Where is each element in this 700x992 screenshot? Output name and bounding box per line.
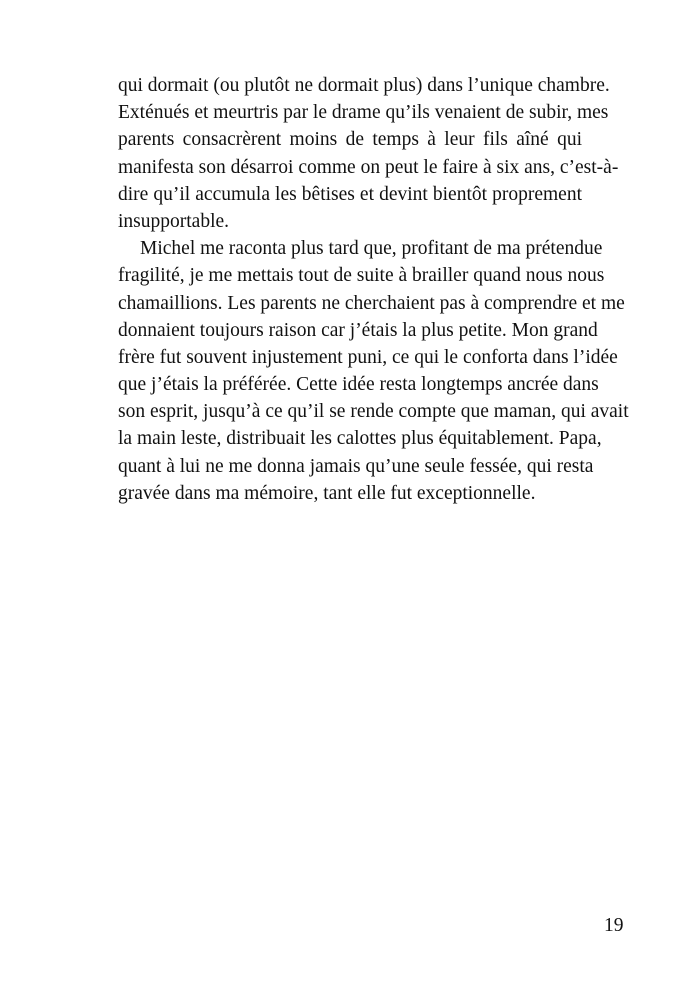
text-line: manifesta son désarroi comme on peut le faire à six ans, c’est-à- <box>118 156 619 178</box>
text-line: fragilité, je me mettais tout de suite à brailler quand nous nous <box>118 265 605 287</box>
text-line: dire qu’il accumula les bêtises et devint bientôt proprement <box>118 183 582 205</box>
text-line: donnaient toujours raison car j’étais la plus petite. Mon grand <box>118 319 598 341</box>
text-line: gravée dans ma mémoire, tant elle fut exceptionnelle. <box>118 482 536 504</box>
text-line: Exténués et meurtris par le drame qu’ils venaient de subir, mes <box>118 102 609 124</box>
text-line: chamaillions. Les parents ne cherchaient pas à comprendre et me <box>118 292 625 314</box>
text-line: son esprit, jusqu’à ce qu’il se rende compte que maman, qui avait <box>118 401 629 423</box>
body-text <box>118 72 629 507</box>
text-line: quant à lui ne me donna jamais qu’une seule fessée, qui resta <box>118 455 594 477</box>
text-line: frère fut souvent injustement puni, ce qui le conforta dans l’idée <box>118 346 618 368</box>
paragraph-2 <box>118 235 629 507</box>
text-line: qui dormait (ou plutôt ne dormait plus) dans l’unique chambre. <box>118 75 610 96</box>
text-line: que j’étais la préférée. Cette idée resta longtemps ancrée dans <box>118 374 599 396</box>
text-line: Michel me raconta plus tard que, profitant de ma prétendue <box>140 238 603 260</box>
page-number: 19 <box>604 915 624 936</box>
paragraph-1 <box>118 72 619 235</box>
text-line: parents consacrèrent moins de temps à leur fils aîné qui <box>118 129 582 151</box>
text-line: insupportable. <box>118 210 230 232</box>
text-line: la main leste, distribuait les calottes plus équitablement. Papa, <box>118 428 602 450</box>
